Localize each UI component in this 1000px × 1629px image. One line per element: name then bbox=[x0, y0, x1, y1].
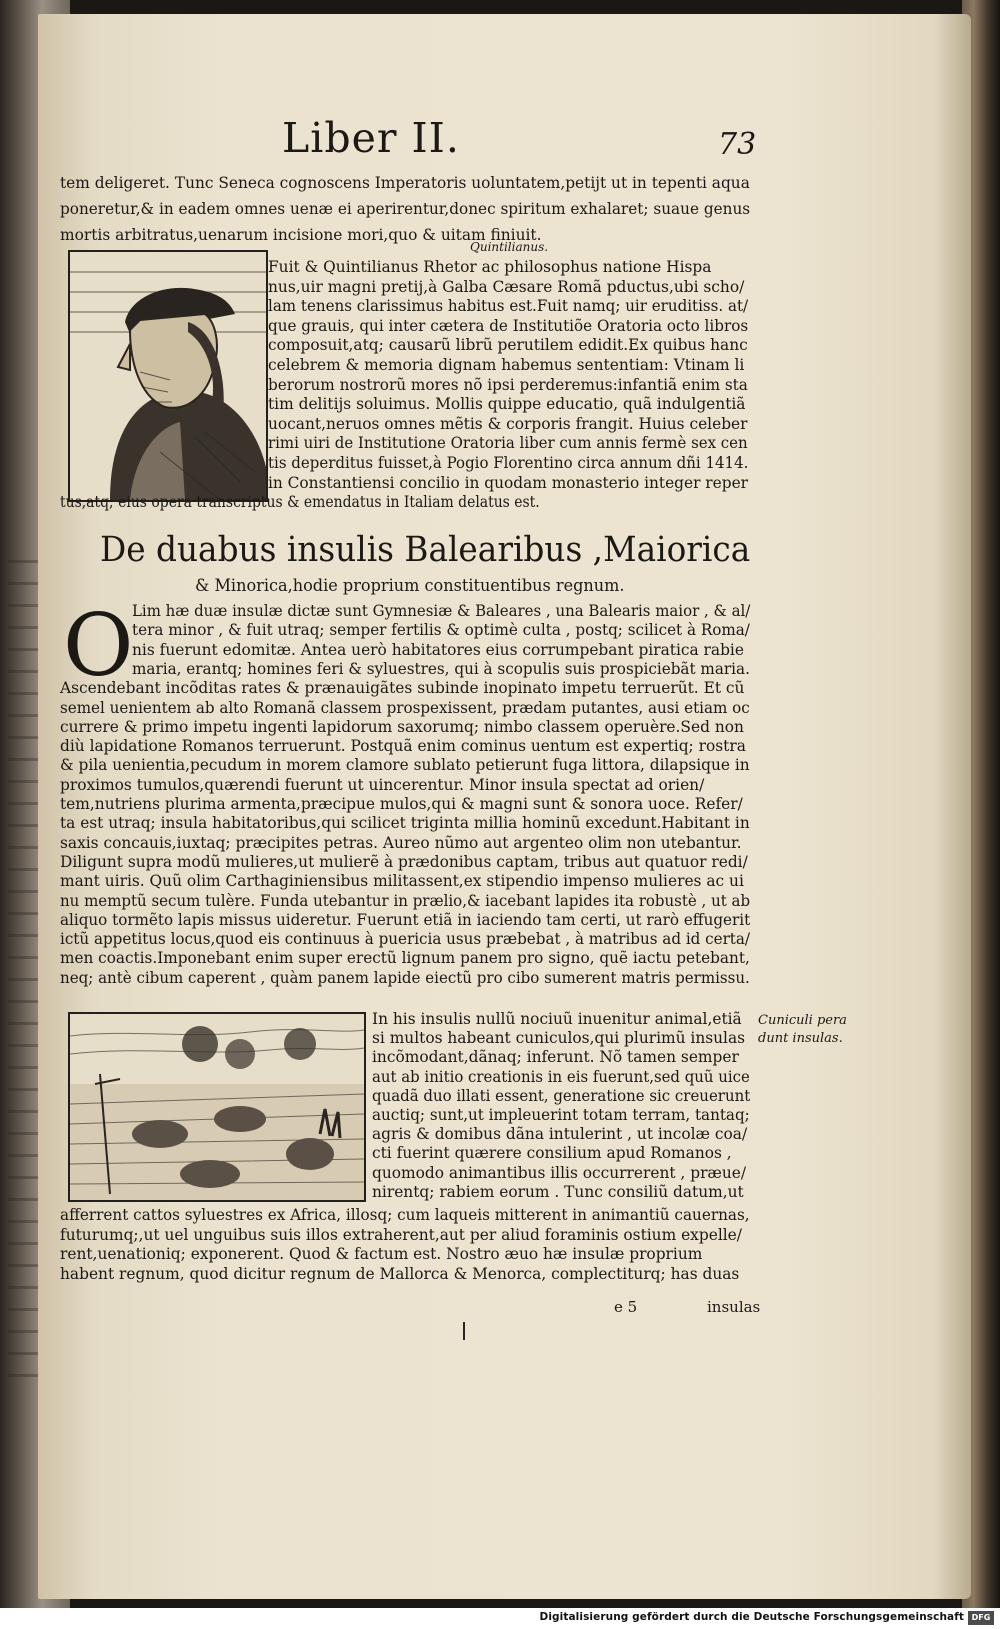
text-line: ictũ appetitus locus,quod eis continuus à puericia usus præbebat , à matribus ad id certa/ bbox=[60, 930, 750, 949]
page-header-title: Liber II. bbox=[282, 114, 460, 162]
text-line: nis fuerunt edomitæ. Antea uerò habitatores eius corrumpebant piratica rabie bbox=[132, 640, 744, 659]
text-line: tus,atq; eius opera transcriptus & emendatus in Italiam delatus est. bbox=[60, 493, 540, 512]
rabbits-woodcut bbox=[68, 1012, 366, 1202]
marginal-note-line: Cuniculi pera bbox=[758, 1013, 847, 1028]
marginal-note bbox=[758, 1012, 847, 1048]
text-line: semel uenientem ab alto Romanã classem prospexissent, prædam putantes, ausi etiam oc bbox=[60, 698, 750, 717]
section-heading: De duabus insulis Balearibus ,Maiorica bbox=[100, 530, 751, 570]
catchword: insulas bbox=[707, 1298, 761, 1316]
text-line: que grauis, qui inter cætera de Institutiõe Oratoria octo libros bbox=[268, 316, 749, 335]
text-line: tera minor , & fuit utraq; semper fertilis & optimè culta , postq; scilicet à Roma/ bbox=[132, 621, 750, 640]
text-line: celebrem & memoria dignam habemus sententiam: Vtinam li bbox=[268, 356, 745, 374]
text-line: incõmodant,dãnaq; inferunt. Nõ tamen semper bbox=[372, 1048, 739, 1067]
text-line: Diligunt supra modũ mulieres,ut mulierẽ à prædonibus captam, tribus aut quatuor redi/ bbox=[60, 852, 748, 871]
text-line: & pila uenientia,pecudum in morem clamore sublato petierunt fuga littora, dilapsique in bbox=[60, 756, 750, 775]
text-line: tis deperditus fuisset,à Pogio Florentino circa annum dñi 1414. bbox=[268, 454, 749, 472]
text-line: maria, erantq; homines feri & syluestres, qui à scopulis suis prospiciebãt maria. bbox=[132, 659, 750, 678]
dfg-logo: DFG bbox=[968, 1611, 994, 1625]
text-line: nu memptũ secum tulère. Funda utebantur in prælio,& iacebant lapides ita robustè , ut ab bbox=[60, 891, 751, 910]
portrait-woodcut bbox=[68, 250, 268, 502]
text-line: poneretur,& in eadem omnes uenæ ei aperirentur,donec spiritum exhalaret; suaue genus bbox=[60, 200, 751, 218]
marginal-note-line: dunt insulas. bbox=[758, 1031, 843, 1047]
text-line: quomodo animantibus illis occurrerent , præue/ bbox=[372, 1163, 747, 1182]
text-line: tem,nutriens plurima armenta,præcipue mulos,qui & magni sunt & sonora uoce. Refer/ bbox=[60, 795, 743, 813]
text-line: In his insulis nullũ nociuũ inuenitur animal,etiã bbox=[372, 1010, 742, 1028]
text-line: nirentq; rabiem eorum . Tunc consiliũ datum,ut bbox=[372, 1182, 744, 1201]
funding-credit: Digitalisierung gefördert durch die Deutsche Forschungsgemeinschaft bbox=[539, 1611, 964, 1623]
text-line: lam tenens clarissimus habitus est.Fuit namq; uir eruditiss. at/ bbox=[268, 297, 749, 316]
text-line: Ascendebant incõditas rates & prænauigãtes subinde inopinato impetu terruerũt. Et cũ bbox=[60, 679, 745, 698]
text-line: aut ab initio creationis in eis fuerunt,sed quũ uice bbox=[372, 1067, 750, 1086]
text-line: mortis arbitratus,uenarum incisione mori,quo & uitam finiuit. bbox=[60, 226, 542, 244]
footer-bar bbox=[0, 1608, 1000, 1629]
text-line: uocant,neruos omnes mẽtis & corporis frangit. Huius celeber bbox=[268, 414, 748, 433]
text-line: Fuit & Quintilianus Rhetor ac philosophus natione Hispa bbox=[268, 258, 712, 276]
text-line: rent,uenationiq; exponerent. Quod & factum est. Nostro æuo hæ insulæ proprium bbox=[60, 1245, 703, 1263]
text-line: men coactis.Imponebant enim super erectũ lignum panem pro signo, quẽ iactu petebant, bbox=[60, 949, 750, 968]
text-line: in Constantiensi concilio in quodam monasterio integer reper bbox=[268, 473, 749, 492]
text-line: ta est utraq; insula habitatoribus,qui scilicet triginta millia hominũ excedunt.Habitant in bbox=[60, 814, 750, 833]
text-line: auctiq; sunt,ut impleuerint totam terram, tantaq; bbox=[372, 1106, 750, 1124]
text-line: nus,uir magni pretij,à Galba Cæsare Romã pductus,ubi scho/ bbox=[268, 277, 745, 296]
signature-mark: e 5 bbox=[614, 1298, 638, 1316]
text-line: agris & domibus dãna intulerint , ut incolæ coa/ bbox=[372, 1125, 748, 1144]
text-line: aliquo tormẽto lapis missus uideretur. Fuerunt etiã in iaciendo tam certi, ut rarò effugerit bbox=[60, 910, 751, 929]
text-line: si multos habeant cuniculos,qui plurimũ insulas bbox=[372, 1029, 746, 1048]
text-line: habent regnum, quod dicitur regnum de Mallorca & Menorca, complectiturq; has duas bbox=[60, 1264, 740, 1283]
text-line: tem deligeret. Tunc Seneca cognoscens Imperatoris uoluntatem,petijt ut in tepenti aqua bbox=[60, 174, 750, 192]
text-line: composuit,atq; causarũ librũ perutilem edidit.Ex quibus hanc bbox=[268, 336, 748, 355]
text-line: cti fuerint quærere consilium apud Romanos , bbox=[372, 1144, 732, 1163]
text-line: berorum nostrorũ mores nõ ipsi perderemus:infantiã enim sta bbox=[268, 375, 748, 394]
text-line: proximos tumulos,quærendi fuerunt ut uincerentur. Minor insula spectat ad orien/ bbox=[60, 775, 705, 794]
text-line: afferrent cattos syluestres ex Africa, illosq; cum laqueis mitterent in animantiũ cauernas, bbox=[60, 1206, 750, 1224]
drop-initial: O bbox=[63, 596, 134, 696]
text-line: quadã duo illati essent, generatione sic creuerunt bbox=[372, 1086, 751, 1105]
text-line: mant uiris. Quũ olim Carthaginiensibus militassent,ex stipendio impenso mulieres ac ui bbox=[60, 872, 744, 891]
text-line: neq; antè cibum caperent , quàm panem lapide eiectũ pro cibo sumerent matris permissu. bbox=[60, 968, 750, 987]
text-line: tim delitijs soluimus. Mollis quippe educatio, quã indulgentiã bbox=[268, 395, 746, 414]
text-line: futurumq;,ut uel unguibus suis illos extraherent,aut per aliud foraminis ostium expelle/ bbox=[60, 1225, 742, 1244]
marginal-heading-quintilianus: Quintilianus. bbox=[470, 240, 549, 254]
text-line: Lim hæ duæ insulæ dictæ sunt Gymnesiæ & Baleares , una Balearis maior , & al/ bbox=[132, 602, 751, 620]
page-number: 73 bbox=[718, 127, 757, 162]
text-line: rimi uiri de Institutione Oratoria liber cum annis fermè sex cen bbox=[268, 434, 748, 453]
text-line: currere & primo impetu ingenti lapidorum saxorumq; nimbo classem operuère.Sed non bbox=[60, 717, 744, 736]
section-subheading: & Minorica,hodie proprium constituentibus regnum. bbox=[195, 576, 625, 596]
page-mark bbox=[463, 1322, 465, 1340]
text-line: diù lapidatione Romanos terruerunt. Postquã enim cominus uentum est expertiq; rostra bbox=[60, 737, 746, 756]
text-line: saxis concauis,iuxtaq; præcipites petras. Aureo nũmo aut argenteo olim non utebantur. bbox=[60, 833, 742, 852]
